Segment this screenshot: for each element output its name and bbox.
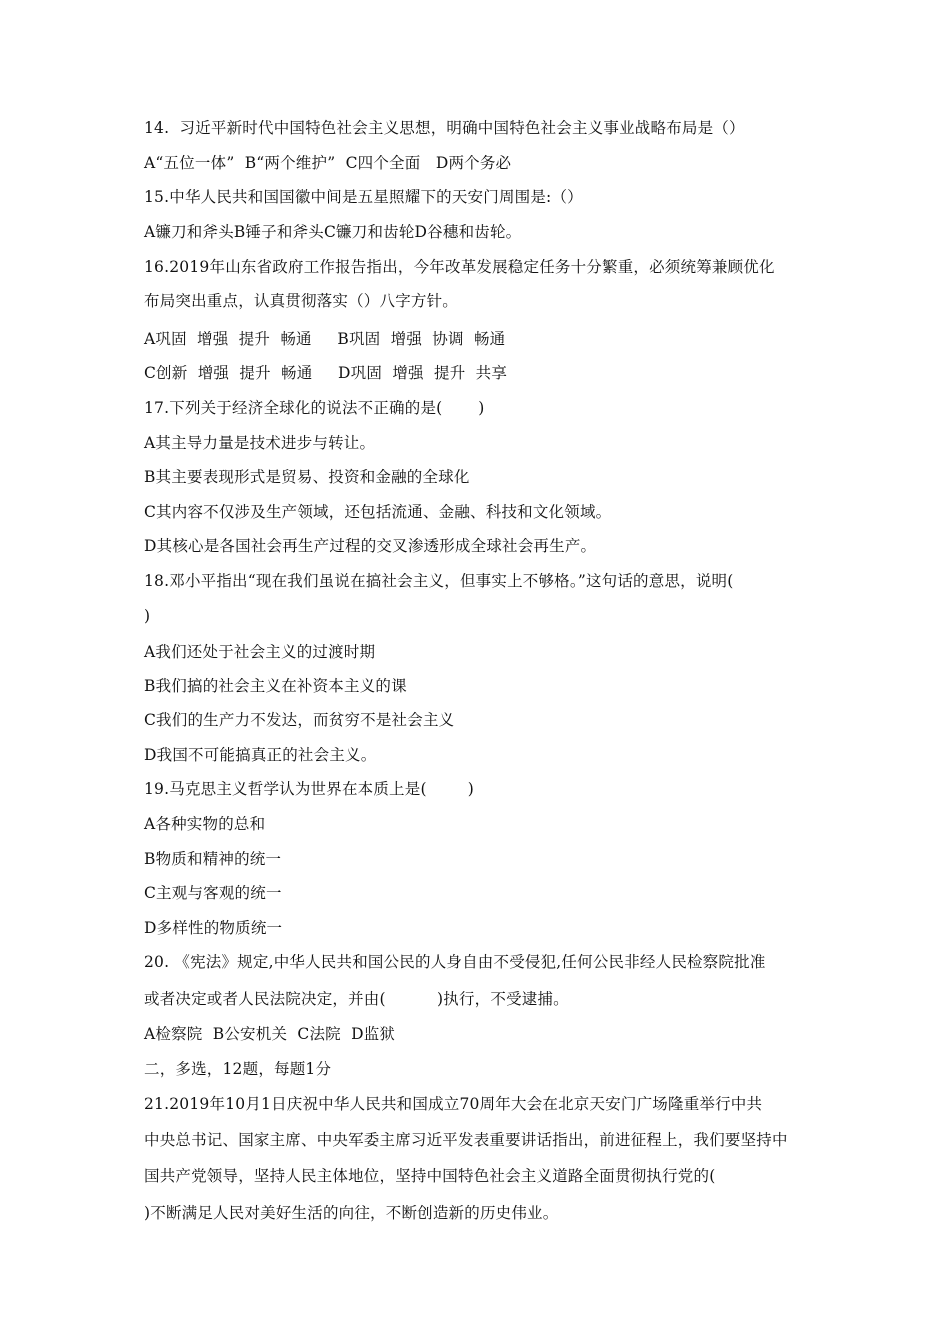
q18-stem-line2: ) [144, 607, 151, 625]
q19-option-b: B物质和精神的统一 [144, 850, 282, 868]
section-heading-multiple-choice: 二，多选，12题，每题1分 [144, 1060, 332, 1078]
q18-option-d: D我国不可能搞真正的社会主义。 [144, 746, 377, 764]
q15-stem: 15.中华人民共和国国徽中间是五星照耀下的天安门周围是:（） [144, 188, 583, 206]
q21-stem-line1: 21.2019年10月1日庆祝中华人民共和国成立70周年大会在北京天安门广场隆重举行中共 [144, 1095, 763, 1113]
q16-stem-line2: 布局突出重点，认真贯彻落实（）八字方针。 [144, 292, 459, 310]
q17-option-a: A其主导力量是技术进步与转让。 [144, 434, 376, 452]
q16-options-cd: C创新 增强 提升 畅通 D巩固 增强 提升 共享 [144, 364, 508, 382]
q18-option-b: B我们搞的社会主义在补资本主义的课 [144, 677, 407, 695]
q17-option-c: C其内容不仅涉及生产领域，还包括流通、金融、科技和文化领域。 [144, 503, 612, 521]
q20-stem-line1: 20. 《宪法》规定,中华人民共和国公民的人身自由不受侵犯,任何公民非经人民检察院批准 [144, 953, 766, 971]
q18-stem-line1: 18.邓小平指出“现在我们虽说在搞社会主义，但事实上不够格。”这句话的意思，说明( [144, 572, 734, 590]
q19-option-a: A各种实物的总和 [144, 815, 266, 833]
q17-option-d: D其核心是各国社会再生产过程的交叉渗透形成全球社会再生产。 [144, 537, 597, 555]
q19-option-d: D多样性的物质统一 [144, 919, 283, 937]
q21-stem-line3: 国共产党领导，坚持人民主体地位，坚持中国特色社会主义道路全面贯彻执行党的( [144, 1167, 716, 1185]
q18-option-a: A我们还处于社会主义的过渡时期 [144, 643, 376, 661]
q16-options-ab: A巩固 增强 提升 畅通 B巩固 增强 协调 畅通 [144, 330, 506, 348]
q21-stem-line4: )不断满足人民对美好生活的向往，不断创造新的历史伟业。 [144, 1204, 559, 1222]
q18-option-c: C我们的生产力不发达，而贫穷不是社会主义 [144, 711, 455, 729]
q14-stem: 14. 习近平新时代中国特色社会主义思想，明确中国特色社会主义事业战略布局是（） [144, 119, 745, 137]
q17-option-b: B其主要表现形式是贸易、投资和金融的全球化 [144, 468, 470, 486]
q20-options: A检察院 B公安机关 C法院 D监狱 [144, 1025, 396, 1043]
q17-stem: 17.下列关于经济全球化的说法不正确的是( ) [144, 399, 485, 417]
q15-options: A镰刀和斧头B锤子和斧头C镰刀和齿轮D谷穗和齿轮。 [144, 223, 522, 241]
q21-stem-line2: 中央总书记、国家主席、中央军委主席习近平发表重要讲话指出，前进征程上，我们要坚持中 [144, 1131, 788, 1149]
q19-option-c: C主观与客观的统一 [144, 884, 282, 902]
q19-stem: 19.马克思主义哲学认为世界在本质上是( ) [144, 780, 474, 798]
q16-stem-line1: 16.2019年山东省政府工作报告指出，今年改革发展稳定任务十分繁重，必须统筹兼顾优化 [144, 258, 775, 276]
q14-options: A“五位一体” B“两个维护” C四个全面 D两个务必 [144, 154, 512, 172]
q20-stem-line2: 或者决定或者人民法院决定，并由( )执行，不受逮捕。 [144, 990, 569, 1008]
